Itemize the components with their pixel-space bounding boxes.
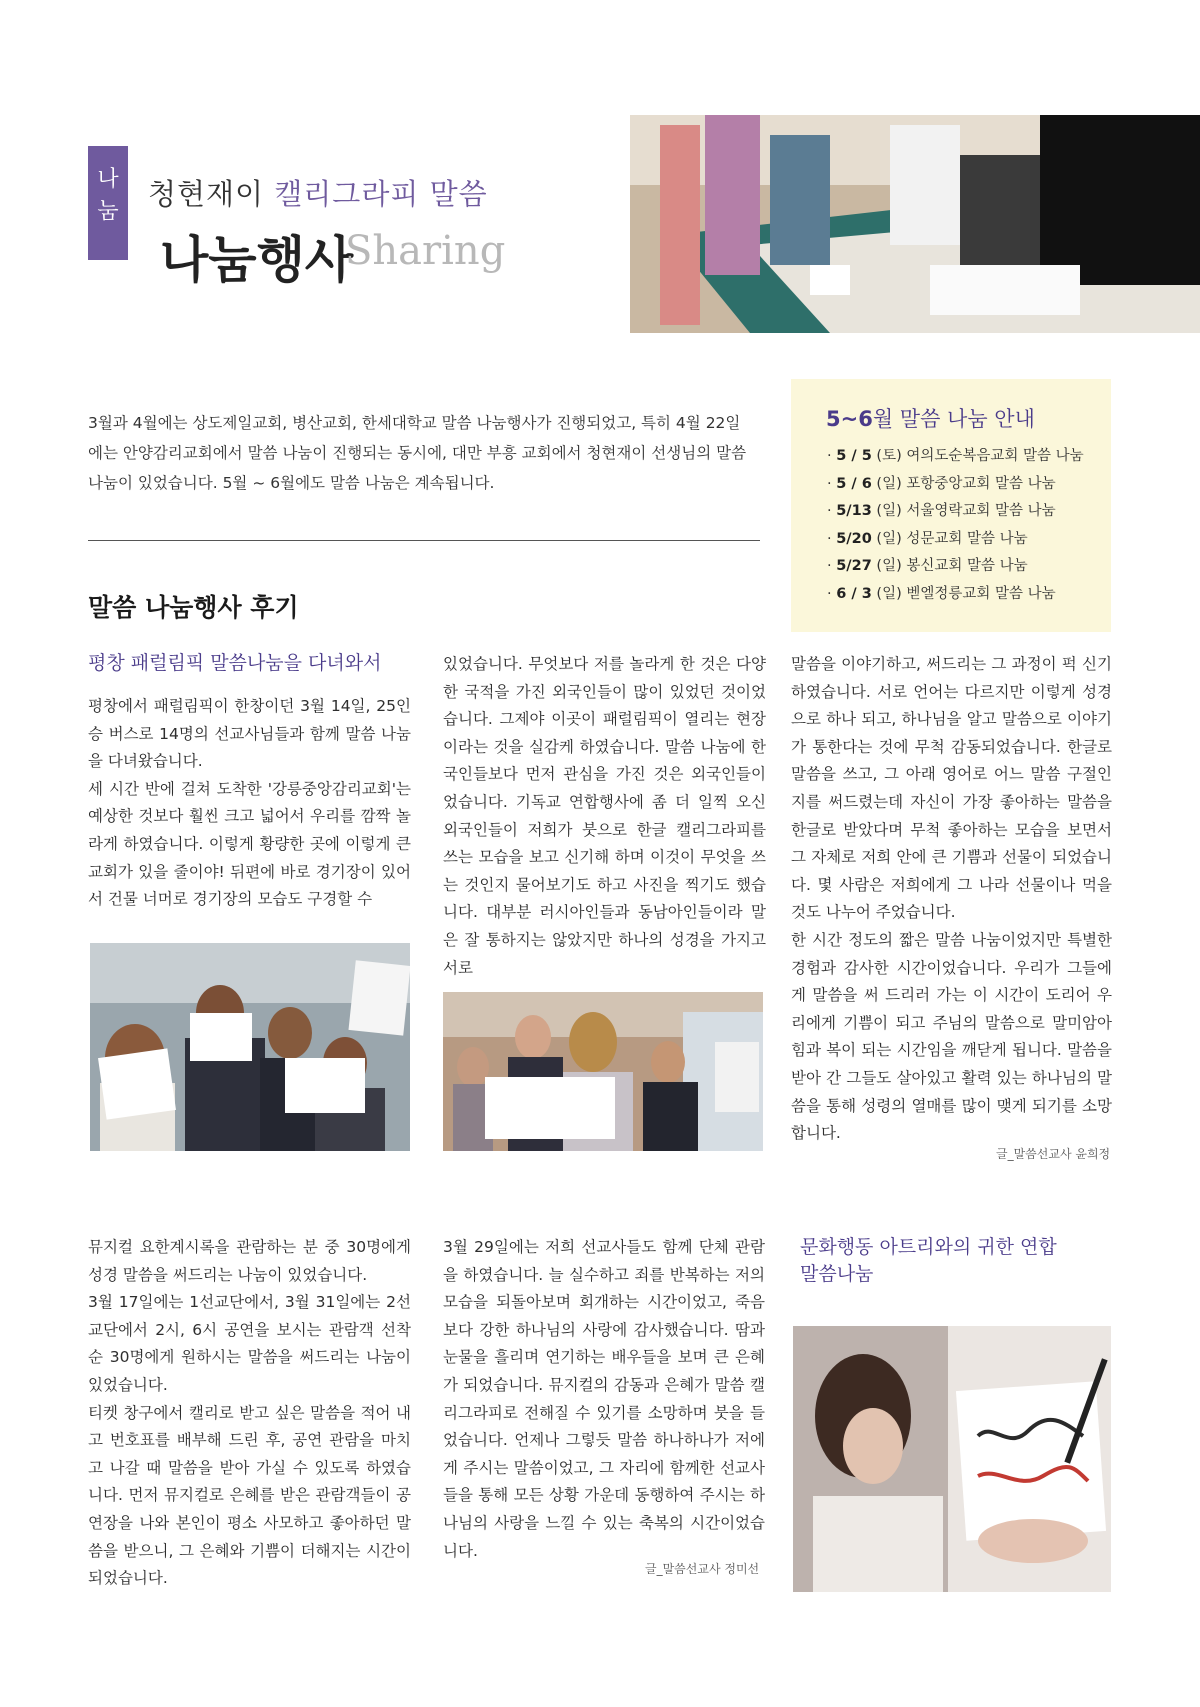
title-accent: 캘리그라피 말씀: [274, 177, 488, 211]
paragraph: 한 시간 정도의 짧은 말씀 나눔이었지만 특별한 경험과 감사한 시간이었습니다. 우리가 그들에게 말씀을 써 드리러 가는 이 시간이 도리어 우리에게 기쁨이 되고 주님의 말씀으로 말미암아 힘과 복이 되는 시간임을 깨닫게 됩니다. 말씀을 받아 간 그들도 살아있고 활력 있는 하나님의 말씀을 통해 성령의 열매를 많이 맺게 되기를 소망합니다.: [791, 930, 1112, 1143]
divider: [88, 540, 760, 541]
category-tag: [88, 146, 128, 260]
paragraph: 티켓 창구에서 캘리로 받고 싶은 말씀을 적어 내고 번호표를 배부해 드린 후, 공연 관람을 마치고 나갈 때 말씀을 받아 가실 수 있도록 하였습니다. 먼저 뮤지컬로 은혜를 받은 관람객들이 공연장을 나와 본인이 평소 사모하고 좋아하던 말씀을 받으니, 그 은혜와 기쁨이 더해지는 시간이 되었습니다.: [88, 1403, 411, 1588]
category-tag-char: 나: [97, 167, 119, 192]
page-title-main: 나눔행사: [160, 230, 354, 289]
article1-column-2: 있었습니다. 무엇보다 저를 놀라게 한 것은 다양한 국적을 가진 외국인들이 많이 있었던 것이었습니다. 그제야 이곳이 패럴림픽이 열리는 현장이라는 것을 실감케 하였습니다. 말씀 나눔에 한국인들보다 먼저 관심을 가진 것은 외국인들이었습니다. 기독교 연합행사에 좀 더 일찍 오신 외국인들이 저희가 붓으로 한글 캘리그라피를 쓰는 모습을 보고 신기해 하며 이것이 무엇을 쓰는 것인지 물어보기도 하고 사진을 찍기도 했습니다. 대부분 러시아인들과 동남아인들이라 말은 잘 통하지는 않았지만 하나의 성경을 가지고 서로: [443, 655, 766, 977]
calligraphy-writing-photo: [793, 1326, 1111, 1592]
paragraph: 평창에서 패럴림픽이 한창이던 3월 14일, 25인승 버스로 14명의 선교사님들과 함께 말씀 나눔을 다녀왔습니다.: [88, 697, 411, 771]
article1-column-1: [88, 693, 411, 914]
schedule-item: · 5/20 (일) 성문교회 말씀 나눔: [827, 530, 1028, 547]
paragraph: 3월 17일에는 1선교단에서, 3월 31일에는 2선교단에서 2시, 6시 공연을 보시는 관람객 선착순 30명에게 원하시는 말씀을 써드리는 나눔이 있었습니다.: [88, 1293, 411, 1394]
paragraph: 뮤지컬 요한계시록을 관람하는 분 중 30명에게 성경 말씀을 써드리는 나눔이 있었습니다.: [88, 1238, 411, 1284]
category-tag-char: 눔: [97, 199, 119, 224]
paragraph: 말씀을 이야기하고, 써드리는 그 과정이 퍽 신기하였습니다. 서로 언어는 다르지만 이렇게 성경으로 하나 되고, 하나님을 알고 말씀으로 이야기가 통한다는 것에 무척 감동되었습니다. 한글로 말씀을 쓰고, 그 아래 영어로 어느 말씀 구절인지를 써드렸는데 자신이 가장 좋아하는 말씀을 한글로 받았다며 무척 좋아하는 모습을 보면서 그 자체로 저희 안에 큰 기쁨과 선물이 되었습니다. 몇 사람은 저희에게 그 나라 선물이나 먹을 것도 나누어 주었습니다.: [791, 655, 1112, 922]
schedule-item: · 5 / 6 (일) 포항중앙교회 말씀 나눔: [827, 475, 1056, 492]
schedule-title: 5~6월 말씀 나눔 안내: [826, 407, 1035, 431]
article2-column-2: 3월 29일에는 저희 선교사들도 함께 단체 관람을 하였습니다. 늘 실수하고 죄를 반복하는 저의 모습을 되돌아보며 회개하는 시간이었고, 죽음 보다 강한 하나님의 사랑에 감사했습니다. 땀과 눈물을 흘리며 연기하는 배우들을 보며 큰 은혜가 되었습니다. 뮤지컬의 감동과 은혜가 말씀 캘리그라피로 전해질 수 있기를 소망하며 붓을 들었습니다. 언제나 그렇듯 말씀 하나하나가 저에게 주시는 말씀이었고, 그 자리에 함께한 선교사들을 통해 모든 상황 가운데 동행하여 주시는 하나님의 사랑을 느낄 수 있는 축복의 시간이었습니다.: [443, 1238, 765, 1560]
schedule-box: [791, 379, 1111, 632]
page-title-top: [148, 172, 488, 213]
missionaries-photo: [90, 943, 410, 1151]
intro-paragraph: 3월과 4월에는 상도제일교회, 병산교회, 한세대학교 말씀 나눔행사가 진행되었고, 특히 4월 22일에는 안양감리교회에서 말씀 나눔이 진행되는 동시에, 대만 부흥 교회에서 청현재이 선생님의 말씀 나눔이 있었습니다. 5월 ~ 6월에도 말씀 나눔은 계속됩니다.: [88, 414, 747, 492]
schedule-item: · 5/13 (일) 서울영락교회 말씀 나눔: [827, 503, 1056, 519]
article3-title-line: 말씀나눔: [800, 1263, 874, 1285]
schedule-item: · 5 / 5 (토) 여의도순복음교회 말씀 나눔: [827, 448, 1084, 464]
schedule-item: · 5/27 (일) 봉신교회 말씀 나눔: [827, 558, 1028, 574]
article-title: 평창 패럴림픽 말씀나눔을 다녀와서: [88, 652, 382, 674]
foreign-visitors-photo: [443, 992, 763, 1151]
workshop-photo: [630, 115, 1200, 333]
title-prefix: 청현재이: [148, 177, 265, 211]
article3-title-line: 문화행동 아트리와의 귀한 연합: [800, 1236, 1057, 1258]
article1-column-3: [791, 651, 1112, 1148]
article2-byline: 글_말씀선교사 정미선: [645, 1562, 760, 1576]
schedule-list: [827, 443, 1111, 608]
section-title: 말씀 나눔행사 후기: [88, 593, 299, 622]
article2-column-1: [88, 1234, 411, 1593]
article3-title: [800, 1234, 1110, 1288]
paragraph: 세 시간 반에 걸쳐 도착한 '강릉중앙감리교회'는 예상한 것보다 훨씬 크고 넓어서 우리를 깜짝 놀라게 하였습니다. 이렇게 황량한 곳에 이렇게 큰 교회가 있을 줄이야! 뒤편에 바로 경기장이 있어서 건물 너머로 경기장의 모습도 구경할 수: [88, 779, 411, 909]
schedule-item: · 6 / 3 (일) 벧엘정릉교회 말씀 나눔: [827, 585, 1056, 602]
article1-byline: 글_말씀선교사 윤희정: [996, 1147, 1111, 1161]
page-title-english: Sharing: [345, 228, 506, 274]
